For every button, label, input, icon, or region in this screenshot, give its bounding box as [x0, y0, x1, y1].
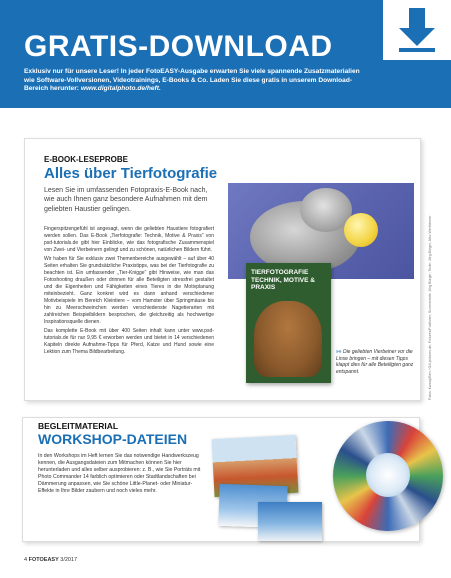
photo-caption [336, 349, 416, 375]
caption-arrow-icon: »» [336, 349, 342, 355]
ebook-cover [246, 263, 331, 383]
ebook-paragraph: Wir haben für Sie exklusiv zwei Themenbereiche ausgewählt – auf über 40 Seiten erhalten Sie grundsätzliche Praxistipps, was bei der Tierfotografie zu beachten ist. Ein umfassender „Tier-Knigge“ gibt Hinweise, wie man das Fotoshooting draußen oder drinnen für alle Beteiligten stressfrei gestaltet und die Eigenheiten und Fähigkeiten eines Tieres in die Motivplanung miteinbezieht. Ganz konkret wird es dann anhand verschiedener Motivbeispiele im Bereich Kleintiere – vom Hamster über Springmäuse bis hin zu Meerschweinchen werden verschiedenste Nagetierarten mit zahlreichen Beispielbildern besprochen, die gleichzeitig als hochwertige Inspirationsquelle dienen. [44, 256, 214, 325]
ebook-paragraph: Das komplette E-Book mit über 400 Seiten inhalt kann unter www.psd-tutorials.de für nur 9,95 € erworben werden und bietet in 14 verschiedenen Kapiteln direkte Aufnahme-Tipps für Pferd, Katze und Hund sowie eine Lektion zum Thema Bildbearbeitung. [44, 328, 214, 355]
ebook-body [44, 226, 214, 358]
header-intro-text: Exklusiv nur für unsere Leser! In jeder FotoEASY-Ausgabe erwarten Sie viele spannende Zusatzmaterialien wie Software-Vollversionen, Videotrainings, E-Books & Co. Laden Sie diese gratis in unserem Download-Bereich herunter: [24, 68, 360, 93]
photo-credits: Fotos: Kamaji/Ben / Gill-pictures.de; Pictures/Publisher; Screenshots: Jörg Bürger; Texte: Jörg Bürger, Alex Wertheimer [428, 215, 432, 400]
page-number: 4 [24, 557, 28, 563]
workshop-title: WORKSHOP-DATEIEN [38, 431, 188, 447]
little-planet-center [366, 453, 410, 497]
workshop-kicker: BEGLEITMATERIAL [38, 421, 119, 431]
ebook-kicker: E-BOOK-LESEPROBE [44, 155, 129, 164]
footer-brand: FOTOEASY [28, 557, 59, 563]
ebook-title: Alles über Tierfotografie [44, 165, 218, 182]
ebook-lead: Lesen Sie im umfassenden Fotopraxis-E-Book nach, wie auch Ihnen ganz besondere Aufnahmen mit dem geliebten Haustier gelingen. [44, 187, 208, 213]
download-arrow-icon [383, 0, 451, 60]
issue-number: 3/2017 [60, 557, 78, 563]
dog-image [254, 301, 322, 377]
header-banner [0, 0, 451, 108]
header-intro [24, 68, 364, 94]
download-url[interactable]: www.digitalphoto.de/heft. [80, 85, 161, 93]
ebook-cover-title: TIERFOTOGRAFIE TECHNIK, MOTIVE & PRAXIS [251, 269, 315, 292]
page-title: GRATIS-DOWNLOAD [24, 30, 333, 63]
chick-shape [344, 213, 378, 247]
caption-text: Die geliebten Vierbeiner vor die Linse bringen – mit diesen Tipps klappt dies für alle Beteiligten ganz entspannt. [336, 349, 414, 375]
clouds-photo-2 [258, 502, 322, 541]
ebook-paragraph: Fingerspitzengefühl ist angesagt, wenn die geliebten Haustiere fotografiert werden sollen. Das E-Book „Tierfotografie: Technik, Motive & Praxis“ von psd-tutorials.de gibt hier Einblicke, wie das fotografische Zusammenspiel von Zwei- und Vierbeinern gelingt und zu schönen, natürlichen Bildern führt. [44, 226, 214, 253]
page-footer [24, 557, 77, 563]
workshop-body: In den Workshops im Heft lernen Sie das notwendige Handwerkszeug kennen, die Ausgangsdateien zum Mitmachen können Sie hier herunterladen und alles selber ausprobieren: z. B., wie Sie Porträts mit Photo Commander 14 farblich optimieren oder Stadtlandschaften bei Dämmerung anpassen, wie Sie schöne Little-Planet- oder Miniatur-Effekte in Ihre Bilder zaubern und noch vieles mehr. [38, 453, 201, 495]
